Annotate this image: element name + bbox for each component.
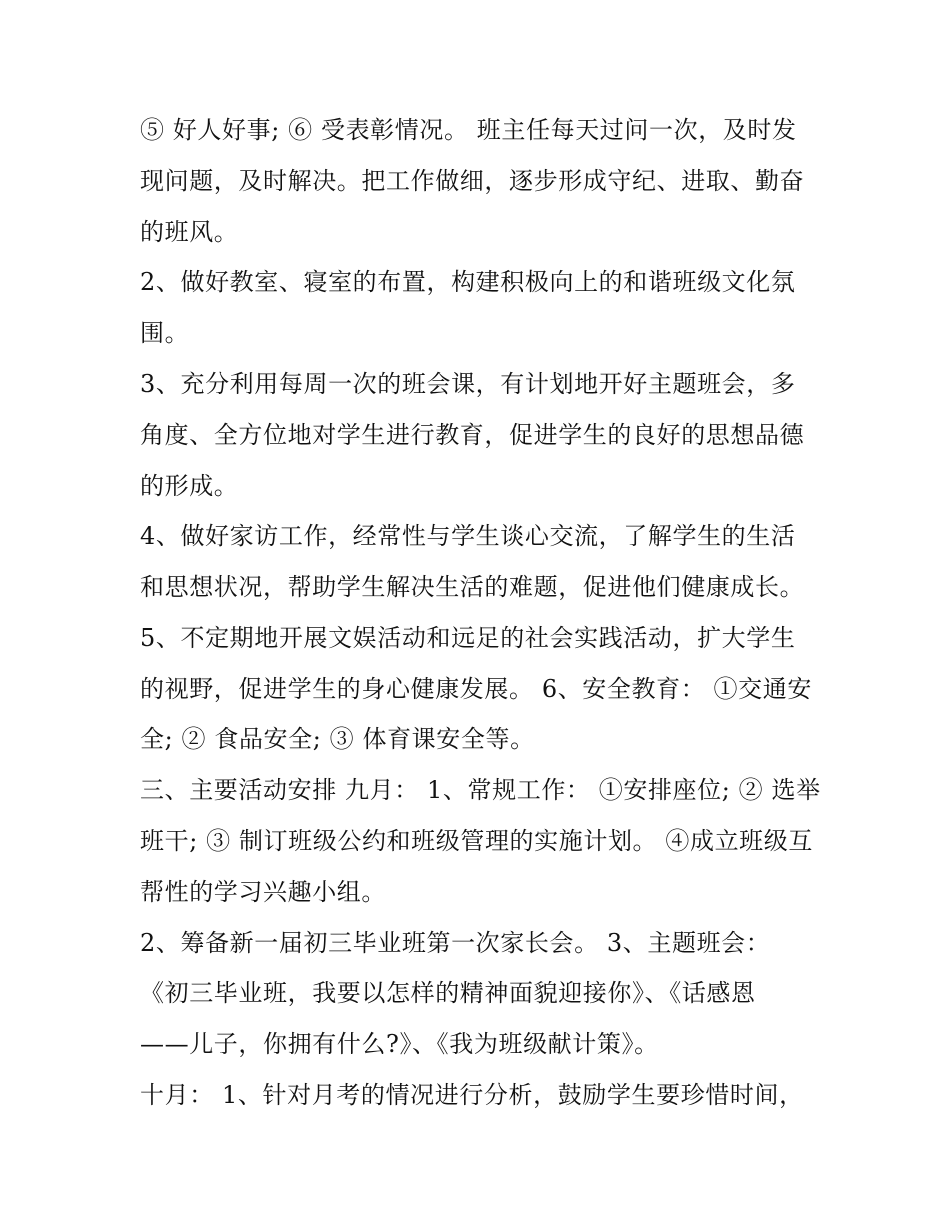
text-line: 现问题，及时解决。把工作做细，逐步形成守纪、进取、勤奋: [140, 167, 805, 195]
text-line: 十月： 1、针对月考的情况进行分析，鼓励学生要珍惜时间，: [140, 1081, 804, 1109]
text-line: 的班风。: [140, 218, 239, 246]
text-line: 的形成。: [140, 472, 239, 500]
text-line: 2、做好教室、寝室的布置，构建积极向上的和谐班级文化氛: [140, 268, 796, 296]
text-line: 的视野，促进学生的身心健康发展。 6、安全教育： ①交通安: [140, 675, 812, 703]
text-line: 3、充分利用每周一次的班会课，有计划地开好主题班会，多: [140, 370, 796, 398]
text-line: 全; ② 食品安全; ③ 体育课安全等。: [140, 725, 535, 753]
text-line: 《初三毕业班，我要以怎样的精神面貌迎接你》、《话感恩: [140, 979, 756, 1007]
text-line: 和思想状况，帮助学生解决生活的难题，促进他们健康成长。: [140, 573, 805, 601]
text-line: 围。: [140, 319, 190, 347]
text-line: 班干; ③ 制订班级公约和班级管理的实施计划。 ④成立班级互: [140, 827, 813, 855]
text-line: 4、做好家访工作，经常性与学生谈心交流，了解学生的生活: [140, 522, 796, 550]
text-line: 角度、全方位地对学生进行教育，促进学生的良好的思想品德: [140, 421, 805, 449]
text-line: 2、筹备新一届初三毕业班第一次家长会。 3、主题班会：: [140, 929, 771, 957]
text-line: ⑤ 好人好事; ⑥ 受表彰情况。 班主任每天过问一次，及时发: [140, 116, 797, 144]
text-line: ——儿子，你拥有什么?》、《我为班级献计策》。: [140, 1030, 659, 1058]
text-line: 三、主要活动安排 九月： 1、常规工作： ①安排座位; ② 选举: [140, 776, 821, 804]
text-line: 5、不定期地开展文娱活动和远足的社会实践活动，扩大学生: [140, 624, 796, 652]
text-line: 帮性的学习兴趣小组。: [140, 878, 386, 906]
